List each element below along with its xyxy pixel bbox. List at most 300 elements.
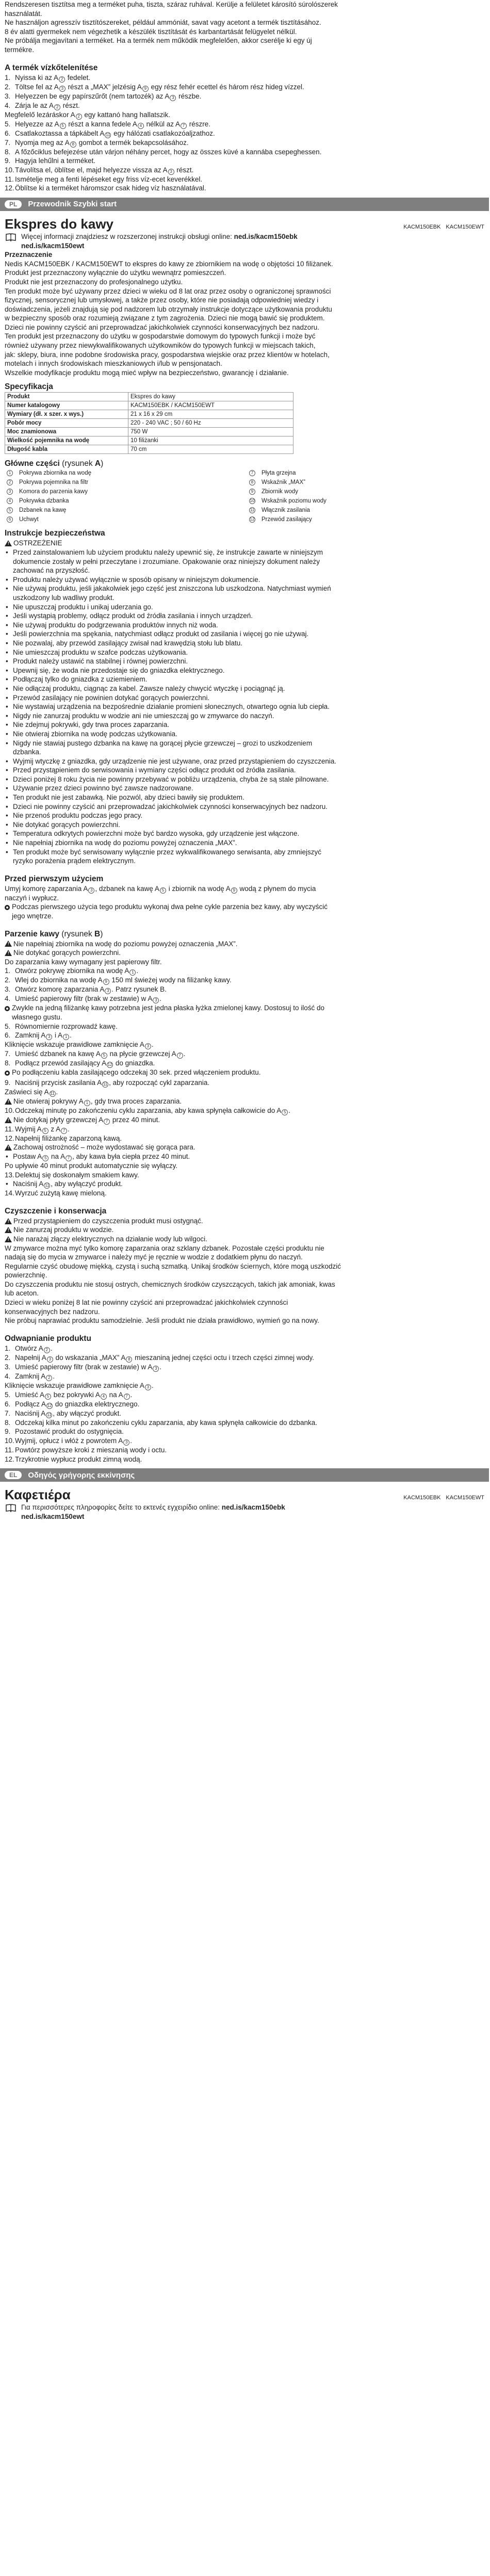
figure-letter: A	[41, 1031, 46, 1040]
text: Umieść	[15, 1390, 40, 1399]
part-item	[249, 515, 455, 524]
part-ref-number: 7	[249, 470, 255, 476]
spacer	[5, 55, 484, 63]
model-number: KACM150EWT	[446, 223, 484, 230]
descale-title: Odwapnianie produktu	[5, 1334, 91, 1343]
cleaning-line: lub aceton.	[5, 1289, 39, 1298]
part-ref-number: 7	[177, 1052, 183, 1059]
text: Nie otwieraj pokrywy	[13, 1097, 79, 1105]
text: przez 40 minut.	[110, 1115, 160, 1124]
warning-text	[13, 1225, 113, 1235]
text: részbe.	[176, 92, 202, 100]
spec-value: 70 cm	[128, 445, 293, 454]
text: termékre.	[5, 45, 35, 54]
model-number: KACM150EWT	[446, 1495, 484, 1501]
safety-text	[13, 629, 484, 639]
spacer	[5, 921, 484, 929]
text: Hagyja lehűlni a terméket.	[15, 157, 96, 165]
safety-item	[5, 720, 484, 730]
text: Trzykrotnie wypłucz produkt zimną wodą.	[15, 1455, 142, 1463]
part-item	[6, 506, 249, 514]
figure-letter: A	[60, 1152, 66, 1160]
step-number: 5.	[5, 1390, 11, 1399]
figure-letter: A	[102, 1059, 107, 1067]
text: Helyezzen be egy papírszűrőt (nem tartozék) az	[15, 92, 165, 100]
step-text	[15, 156, 95, 166]
step-text	[15, 1125, 70, 1134]
text: Produkt należy ustawić na stabilnej i równej powierzchni.	[13, 657, 188, 666]
text: Nie umieszczaj produktu w szafce podczas użytkowania.	[13, 648, 188, 656]
step-number: 3.	[5, 1363, 11, 1371]
text: Nie napełniaj zbiornika na wodę do poziomu powyżej oznaczenia „MAX”.	[13, 939, 238, 948]
part-ref-number: 1	[129, 969, 136, 976]
bullet-line	[5, 1152, 484, 1161]
step-text	[15, 1031, 72, 1040]
note-icon	[5, 1006, 10, 1011]
step-number: 4.	[5, 101, 11, 109]
purpose-line: Nedis KACM150EBK / KACM150EWT to ekspres do kawy ze zbiornikiem na wodę o objętości 10 filiżanek.	[5, 260, 333, 268]
manual-link[interactable]: ned.is/kacm150ewt	[21, 1512, 85, 1520]
note	[5, 902, 484, 920]
step-text	[15, 1353, 314, 1363]
text: Podłącz	[15, 1400, 42, 1408]
safety-text	[13, 675, 484, 684]
safety-item	[5, 675, 484, 684]
safety-item	[5, 757, 484, 766]
part-name: Uchwyt	[19, 516, 39, 523]
text: Produktu należy używać wyłącznie w sposób opisany w niniejszym dokumencie.	[13, 575, 260, 584]
step-number: 8.	[5, 1418, 11, 1427]
figure-letter: A	[139, 1381, 144, 1389]
safety-item	[5, 684, 484, 693]
warning-line	[5, 1225, 484, 1235]
text: Dzieci poniżej 8 roku życia nie powinny przebywać w pobliżu urządzenia, chyba że są stale pilnowane.	[13, 775, 329, 783]
purpose-line: jak: sklepy, biura, inne podobne środowiska pracy, gospodarstwa wiejskie oraz przez klientów w hotelach,	[5, 350, 330, 359]
safety-text	[13, 793, 484, 802]
note	[5, 1068, 484, 1078]
part-ref-number: 6	[7, 516, 13, 523]
figure-letter: A	[118, 1390, 123, 1399]
parts-title	[5, 459, 484, 469]
bullet: •	[6, 775, 8, 783]
step-number: 5.	[5, 120, 11, 128]
numbered-step	[5, 966, 484, 976]
bullet: •	[6, 784, 8, 792]
step-text	[15, 976, 232, 985]
step-text	[15, 966, 138, 976]
step-text	[15, 1446, 167, 1455]
text: Nie zanurzaj produktu w wodzie.	[13, 1226, 114, 1234]
part-ref-number: 3	[59, 86, 66, 92]
spec-label: Pobór mocy	[5, 419, 128, 428]
numbered-step	[5, 1106, 484, 1115]
part-ref-number: 5	[101, 1052, 107, 1059]
figure-letter: A	[94, 459, 101, 468]
text: .	[288, 1106, 291, 1114]
first-use-line: naczyń i wypłucz.	[5, 894, 59, 902]
text: Delektuj się doskonałym smakiem kawy.	[15, 1171, 139, 1179]
purpose-line: Produkt jest przeznaczony wyłącznie do użytku wewnątrz pomieszczeń.	[5, 269, 226, 277]
hu-intro-line	[5, 18, 484, 27]
step-text	[15, 1363, 161, 1372]
safety-item	[5, 666, 484, 675]
brewing-title	[5, 929, 484, 939]
purpose-title: Przeznaczenie	[5, 251, 53, 259]
hu-descale-title: A termék vízkőtelenítése	[5, 63, 98, 72]
spec-label: Wielkość pojemnika na wodę	[5, 436, 128, 445]
safety-item	[5, 848, 484, 866]
warning-text	[13, 1217, 203, 1226]
safety-item	[5, 711, 484, 721]
step-number: 1.	[5, 967, 11, 975]
info-line	[21, 1512, 285, 1521]
hu-intro-line	[5, 0, 484, 9]
figure-letter: A	[99, 1115, 104, 1124]
safety-text	[13, 730, 484, 739]
text: bez pokrywki	[52, 1390, 95, 1399]
warning-line	[5, 939, 484, 949]
numbered-step	[5, 1049, 484, 1059]
numbered-step	[5, 101, 484, 110]
figure-letter: A	[44, 1088, 49, 1096]
bullet: •	[6, 603, 8, 611]
bullet: •	[6, 757, 8, 765]
part-ref-number: 12	[250, 517, 255, 522]
step-text	[15, 184, 206, 193]
part-ref-number: 11	[47, 1412, 52, 1417]
part-ref-number: 5	[45, 1394, 51, 1400]
text: Nigdy nie zanurzaj produktu w wodzie ani nie umieszczaj go w zmywarce do naczyń.	[13, 711, 274, 720]
step-text	[15, 1418, 317, 1428]
safety-text	[13, 584, 484, 602]
text: Główne części	[5, 459, 60, 468]
cleaning-line: nadają się do mycia w zmywarce i należy myć je ręcznie w wodzie z dodatkiem płynu do naczyń.	[5, 1253, 303, 1261]
text: .	[50, 1344, 53, 1352]
hu-intro-line	[5, 36, 484, 45]
bullet: •	[6, 830, 8, 838]
text: z	[48, 1125, 56, 1133]
step-number: 10.	[5, 1437, 14, 1445]
numbered-step	[5, 1363, 484, 1372]
step-number: 7.	[5, 138, 11, 147]
numbered-step	[5, 138, 484, 148]
numbered-step	[5, 1134, 484, 1143]
spacer	[5, 1482, 484, 1486]
text: .	[70, 1031, 72, 1040]
product-title: Ekspres do kawy	[5, 216, 113, 232]
text: ryzyko porażenia prądem elektrycznym.	[13, 857, 136, 865]
figure-letter: A	[78, 1097, 84, 1105]
step-number: 6.	[5, 1400, 11, 1408]
step-text	[15, 1436, 132, 1446]
text: Nyissa ki az	[15, 73, 54, 82]
text: Nyomja meg az	[15, 138, 65, 147]
part-name: Pokrywka dzbanka	[19, 498, 69, 505]
figure-letter: A	[175, 120, 180, 128]
text: Podłączaj tylko do gniazdka z uziemieniem.	[13, 675, 148, 684]
online-manual-text	[21, 1503, 285, 1521]
instruction-line: Po upływie 40 minut produkt automatycznie się wyłączy.	[5, 1161, 178, 1170]
warning-text	[13, 1097, 182, 1106]
text: .	[56, 1088, 58, 1096]
book-icon	[6, 233, 16, 241]
text: )	[101, 459, 104, 468]
part-name: Wskaźnik „MAX”	[262, 479, 305, 486]
text: Jeśli powierzchnia ma spękania, natychmiast odłącz produkt od zasilania i więcej go nie używaj.	[13, 630, 309, 638]
text: részt a „MAX” jelzésig	[66, 83, 137, 91]
text: Więcej informacji znajdziesz w rozszerzonej instrukcji obsługi online:	[21, 232, 234, 240]
note-icon	[5, 1071, 10, 1076]
step-text	[15, 1078, 209, 1088]
spec-title: Specyfikacja	[5, 382, 53, 392]
warning-text	[13, 939, 238, 949]
text: na płycie grzewczej	[107, 1050, 172, 1058]
figure-letter: A	[54, 73, 59, 82]
figure-letter: B	[94, 929, 101, 938]
text: Nie dotykać gorących powierzchni.	[13, 949, 121, 957]
part-ref-number: 7	[66, 1155, 72, 1161]
safety-text	[13, 711, 484, 721]
part-ref-number: 11	[250, 508, 255, 513]
text: Kliknięcie wskazuje prawidłowe zamknięcie	[5, 1381, 140, 1389]
bullet: •	[6, 639, 8, 647]
purpose-line: w bezpieczny sposób oraz rozumieją związane z tym zagrożenia. Dzieci nie mogą bawić się produktem.	[5, 314, 325, 322]
figure-letter: A	[49, 101, 54, 109]
numbered-step	[5, 1409, 484, 1418]
figure-letter: A	[97, 1078, 102, 1087]
bullet: •	[6, 575, 8, 584]
part-ref-number: 3	[105, 988, 111, 994]
figure-letter: A	[41, 1353, 46, 1362]
part-ref-number: 5	[282, 1109, 288, 1115]
step-number: 8.	[5, 1059, 11, 1067]
part-item	[249, 497, 455, 505]
text: Öblítse ki a terméket háromszor csak hideg víz használatával.	[15, 184, 206, 192]
bullet: •	[6, 621, 8, 629]
text: , aby włączyć produkt.	[53, 1409, 122, 1417]
cleaning-line: Dzieci w wieku poniżej 8 lat nie powinny czyścić ani przeprowadzać jakichkolwiek czynności	[5, 1299, 288, 1307]
text: Napełnij	[15, 1353, 42, 1362]
part-ref-number: 9	[249, 489, 255, 495]
text: Távolítsa el, öblítse el, majd helyezze vissza az	[15, 166, 163, 174]
step-text	[15, 1022, 118, 1031]
numbered-step	[5, 148, 484, 157]
safety-text	[13, 603, 484, 612]
figure-letter: A	[56, 1125, 61, 1133]
hu-click-note	[5, 110, 484, 120]
step-text	[15, 985, 167, 994]
step-text	[15, 148, 321, 157]
part-item	[249, 469, 455, 477]
product-title-row	[5, 216, 484, 232]
numbered-step	[5, 184, 484, 193]
text: Otwórz komorę zaparzania	[15, 985, 100, 994]
spacer	[5, 377, 484, 382]
hu-intro-line	[5, 45, 484, 55]
step-text	[15, 1134, 122, 1143]
part-item	[6, 469, 249, 477]
text: Odczekaj kilka minut po zakończeniu cyklu zaparzania, aby kawa spłynęła całkowicie do dzbanka.	[15, 1418, 318, 1427]
text: na	[49, 1152, 61, 1160]
figure-letter: A	[276, 1106, 282, 1114]
bullet: •	[6, 693, 8, 702]
text: Przed przystąpieniem do czyszczenia produkt musi ostygnąć.	[13, 1217, 203, 1225]
safety-item	[5, 611, 484, 621]
text: , aby rozpocząć cykl zaparzania.	[109, 1078, 210, 1087]
purpose-line: Ten produkt może być używany przez dzieci w wieku od 8 lat oraz przez osoby o ograniczonej sprawności	[5, 287, 331, 295]
step-number: 7.	[5, 1050, 11, 1058]
part-ref-number: 8	[249, 479, 255, 485]
bullet: •	[6, 766, 8, 774]
step-number: 9.	[5, 157, 11, 165]
text: Używanie przez dzieci powinno być zawsze nadzorowane.	[13, 784, 193, 792]
text: Postaw	[13, 1152, 38, 1160]
safety-text	[13, 739, 484, 757]
part-ref-number: 4	[138, 123, 144, 129]
numbered-step	[5, 129, 484, 138]
safety-item	[5, 603, 484, 612]
step-text	[15, 1171, 139, 1180]
bullet: •	[6, 703, 8, 711]
text: .	[159, 995, 162, 1003]
warning-line	[5, 1235, 484, 1244]
text: zachować na przyszłość.	[13, 566, 90, 575]
manual-content	[5, 0, 484, 1521]
numbered-step	[5, 1171, 484, 1180]
figure-letter: A	[118, 1437, 123, 1445]
text: Napełnij filiżankę zaparzoną kawą.	[15, 1134, 122, 1142]
model-number: KACM150EBK	[403, 223, 441, 230]
numbered-step	[5, 175, 484, 184]
part-ref-number: 7	[104, 1119, 110, 1125]
spec-value: 220 - 240 VAC ; 50 / 60 Hz	[128, 419, 293, 428]
part-item	[6, 488, 249, 496]
spec-row	[5, 419, 293, 428]
numbered-step	[5, 1189, 484, 1198]
manual-link[interactable]: ned.is/kacm150ebk	[221, 1503, 285, 1512]
section-title: Przewodnik Szybki start	[28, 200, 117, 209]
step-number: 13.	[5, 1171, 14, 1179]
step-number: 9.	[5, 1428, 11, 1436]
figure-letter: A	[54, 120, 59, 128]
bullet-text	[13, 1179, 484, 1189]
part-ref-number: 3	[145, 1384, 151, 1390]
instruction-line	[5, 1040, 484, 1049]
figure-letter: A	[37, 1125, 42, 1133]
spacer	[5, 193, 484, 198]
figure-letter: A	[38, 1344, 43, 1352]
purpose-line: Produkt nie jest przeznaczony do profesjonalnego użytku.	[5, 278, 183, 286]
step-number: 6.	[5, 129, 11, 137]
safety-item	[5, 575, 484, 585]
warning-text	[13, 948, 121, 958]
figure-letter: A	[148, 995, 153, 1003]
manual-link[interactable]: ned.is/kacm150ebk	[234, 232, 298, 240]
part-ref-number: 5	[60, 123, 66, 129]
bullet: •	[6, 820, 8, 829]
part-ref-number: 8	[70, 141, 76, 148]
part-item	[6, 478, 249, 487]
text: mieszaniną jednej części octu i trzech części zimnej wody.	[133, 1353, 315, 1362]
figure-letter: A	[41, 1409, 46, 1417]
text: Parzenie kawy	[5, 929, 59, 938]
part-ref-number: 2	[54, 104, 60, 110]
safety-text	[13, 702, 484, 711]
text: Nie używaj produktu do podgrzewania produktów innych niż woda.	[13, 621, 218, 629]
bullet: •	[6, 802, 8, 811]
model-number: KACM150EBK	[403, 1495, 441, 1501]
part-ref-number: 5	[7, 507, 13, 513]
figure-letter: A	[171, 1050, 176, 1058]
text: Nie napełniaj zbiornika na wodę do poziomu powyżej oznaczenia „MAX”.	[13, 839, 237, 847]
safety-text	[13, 775, 484, 784]
manual-link[interactable]: ned.is/kacm150ewt	[21, 241, 85, 250]
text: .	[151, 1381, 154, 1389]
text: részt.	[61, 101, 80, 109]
bullet: •	[6, 675, 8, 684]
note-text	[12, 902, 328, 920]
part-ref-number: 9	[142, 86, 149, 92]
text: , gdy trwa proces zaparzania.	[90, 1097, 182, 1105]
text: használatát.	[5, 9, 42, 18]
product-title: Καφετιέρα	[5, 1487, 71, 1503]
text: (rysunek	[59, 459, 95, 468]
bullet: •	[6, 585, 8, 593]
step-text	[15, 1059, 155, 1068]
part-ref-number: 7	[124, 1394, 130, 1400]
text: Przewód zasilający nie powinien dotykać gorących powierzchni.	[13, 693, 210, 702]
step-text	[15, 1106, 290, 1115]
part-ref-number: 2	[46, 1375, 52, 1381]
safety-item	[5, 648, 484, 657]
parts-title-suffix	[60, 459, 95, 468]
text: Ten produkt nie jest zabawką. Nie pozwól, aby dzieci bawiły się produktem.	[13, 793, 244, 802]
text: i	[53, 1031, 58, 1040]
text: Umieść dzbanek na kawę	[15, 1050, 96, 1058]
safety-item	[5, 838, 484, 848]
text: (rysunek	[59, 929, 95, 938]
text: .	[68, 1125, 70, 1133]
figure-letter: A	[225, 884, 231, 893]
text: dzbanka.	[13, 748, 41, 756]
figure-letter: A	[132, 120, 137, 128]
figure-letter: A	[83, 884, 88, 893]
figure-letter: A	[58, 1031, 63, 1040]
safety-item	[5, 693, 484, 703]
figure-letter: A	[41, 1400, 46, 1408]
step-text	[15, 101, 80, 110]
part-name: Komora do parzenia kawy	[19, 489, 88, 495]
warning-heading	[5, 539, 484, 548]
part-item	[6, 497, 249, 505]
text: egy hálózati csatlakozóaljzathoz.	[111, 129, 215, 137]
text: Naciśnij	[13, 1180, 39, 1188]
figure-letter: A	[97, 976, 103, 984]
numbered-step	[5, 976, 484, 985]
text: i zbiornik na wodę	[166, 884, 226, 893]
online-manual-text	[21, 232, 298, 250]
text: Otwórz	[15, 1344, 39, 1352]
figure-letter: A	[162, 166, 168, 174]
step-text	[15, 175, 202, 184]
step-number: 2.	[5, 976, 11, 984]
safety-item	[5, 639, 484, 648]
safety-text	[13, 639, 484, 648]
warning-icon: !	[5, 1098, 12, 1105]
step-text	[15, 1372, 55, 1381]
note	[5, 1003, 484, 1022]
text: Upewnij się, że woda nie przedostaje się do gniazdka elektrycznego.	[13, 666, 225, 674]
